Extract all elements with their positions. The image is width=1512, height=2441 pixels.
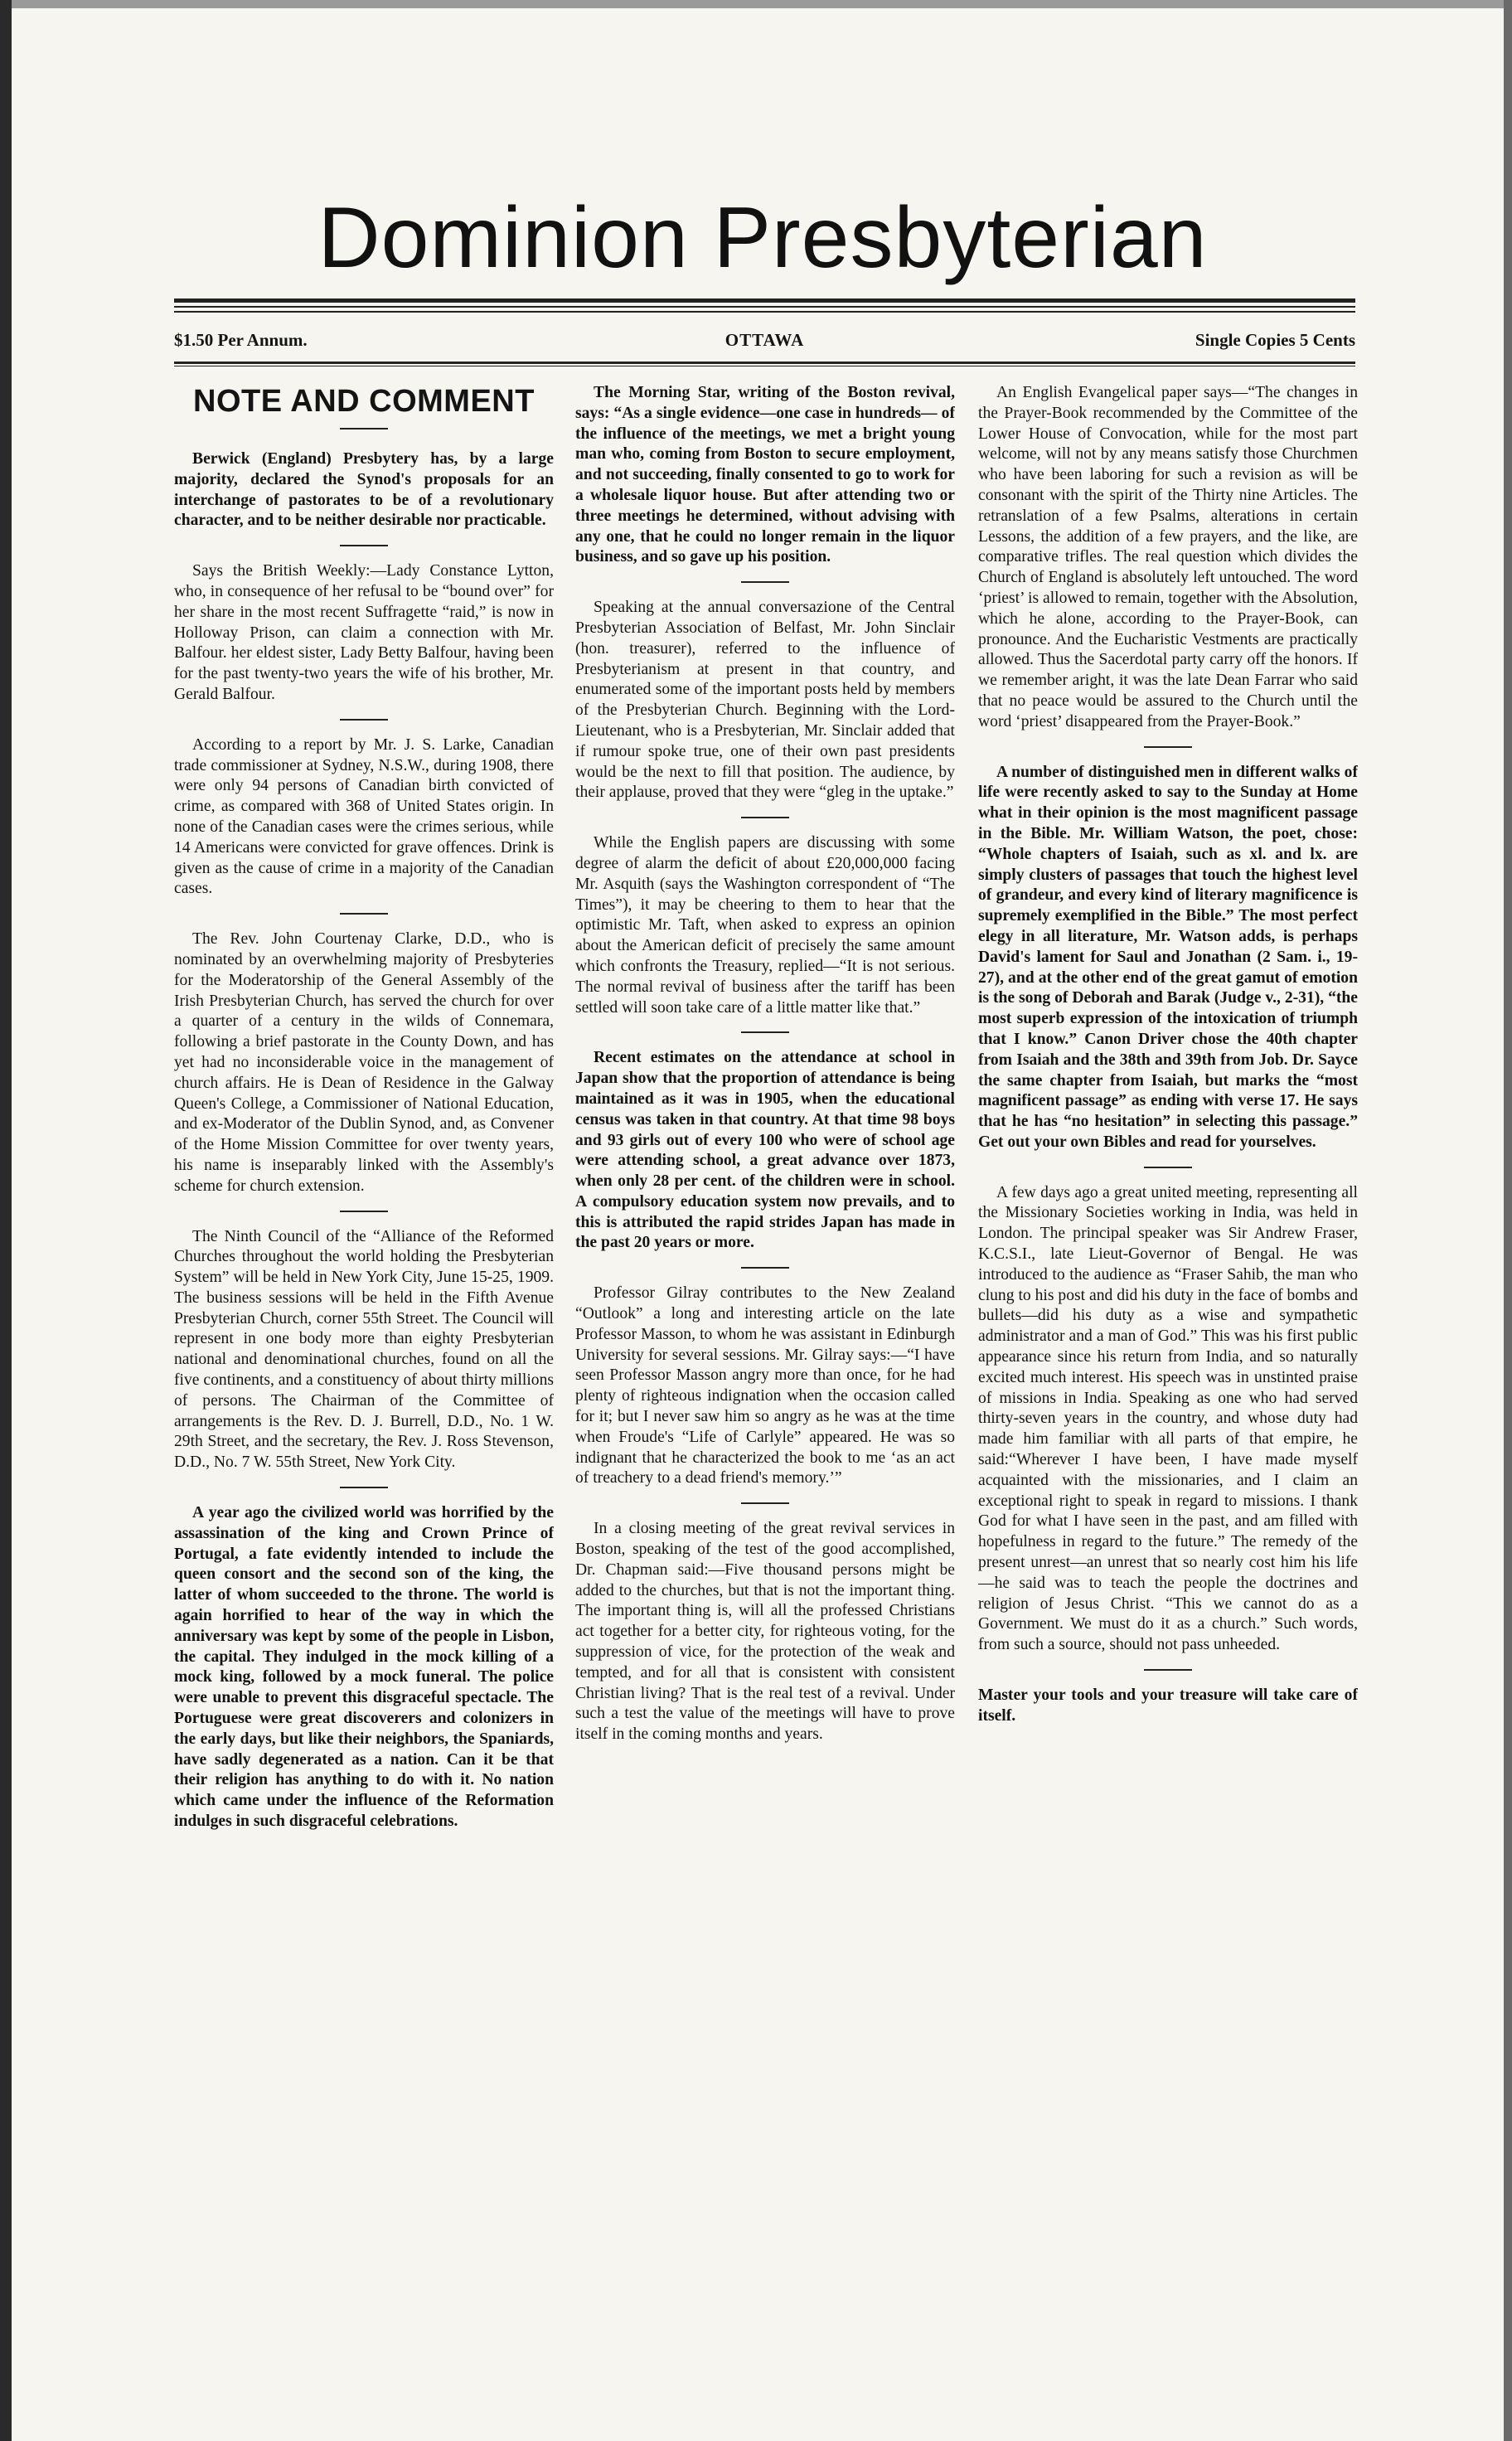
- subscription-price: $1.50 Per Annum.: [174, 330, 308, 350]
- scan-edge-left: [0, 0, 12, 2441]
- masthead-info-line: [174, 330, 1355, 355]
- masthead-title: Dominion Presbyterian: [317, 190, 1208, 286]
- column-separator: [741, 817, 789, 818]
- masthead-rule: [174, 311, 1355, 313]
- article-paragraph: Professor Gilray contributes to the New Zealand “Outlook” a long and interesting article on the late Professor Masson, to whom he was assistant in Edinburgh University for several sessions. Mr. Gilray says:—“I have seen Professor Masson angry more than once, for he had plenty of righteous indignation when the occasion called for it; but I never saw him so angry as he was at the time when Froude's “Life of Carlyle” appeared. He was so indignant that he characterized the book to me ‘as an act of treachery to a dead friend's memory.’”: [575, 1284, 955, 1487]
- article-paragraph: The Rev. John Courtenay Clarke, D.D., who is nominated by an overwhelming majority of Presbyteries for the Moderatorship of the General Assembly of the Irish Presbyterian Church, has served the church for over a quarter of a century in the wilds of Connemara, following a brief pastorate in the County Down, and has yet had no inconsiderable voice in the management of church affairs. He is Dean of Residence in the Galway Queen's College, a Commissioner of National Education, and ex-Moderator of the Dublin Synod, and, as Convener of the Home Mission Committee for over twenty years, his name is inseparably linked with the Assembly's scheme for church extension.: [174, 930, 554, 1195]
- column-separator: [741, 1502, 789, 1504]
- article-paragraph: While the English papers are discussing with some degree of alarm the deficit of about £20,000,000 facing Mr. Asquith (says the Washington correspondent of “The Times”), it may be cheering to them to hear that the optimistic Mr. Taft, when asked to express an opinion about the American deficit of precisely the same amount which confronts the Treasury, replied—“It is not serious. The normal revival of business after the tariff has been settled will soon take care of a little matter like that.”: [575, 834, 955, 1017]
- article-paragraph: Berwick (England) Presbytery has, by a large majority, declared the Synod's proposals for an interchange of pastorates to be of a revolutionary character, and to be neither desirable nor practicable.: [174, 450, 554, 530]
- column-separator: [1144, 1669, 1192, 1671]
- closing-motto: Master your tools and your treasure will take care of itself.: [978, 1686, 1358, 1725]
- column-separator: [340, 719, 388, 721]
- article-paragraph: An English Evangelical paper says—“The changes in the Prayer-Book recommended by the Committee of the Lower House of Convocation, while for the most part welcome, will not by any means satisfy those Churchmen who have been laboring for such a revision as will be consonant with the spirit of the Thirty nine Articles. The retranslation of a few Psalms, alterations in certain Lessons, the addition of a few prayers, and the like, are comparative trifles. The real question which divides the Church of England is absolutely left untouched. The word ‘priest’ is allowed to remain, together with the Absolution, which he alone, according to the Prayer-Book, can pronounce. And the Eucharistic Vestments are practically allowed. Thus the Sacerdotal party carry off the honors. If we remember aright, it was the late Dean Farrar who said that no peace would be assured to the Church until the word ‘priest’ disappeared from the Prayer-Book.”: [978, 384, 1358, 730]
- text-column-1: [174, 383, 554, 2406]
- column-separator: [741, 1267, 789, 1269]
- article-paragraph: In a closing meeting of the great revival services in Boston, speaking of the test of the good accomplished, Dr. Chapman said:—Five thousand persons might be added to the churches, but that is not the important thing. The important thing is, will all the professed Christians act together for a better city, for righteous voting, for the suppression of vice, for the protection of the weak and tempted, and for all that is consistent with consistent Christian living? That is the real test of a revival. Under such a test the value of the meetings will have to prove itself in the coming months and years.: [575, 1520, 955, 1744]
- column-separator: [340, 1211, 388, 1212]
- column-separator: [340, 428, 388, 429]
- single-copy-price: Single Copies 5 Cents: [1195, 330, 1355, 350]
- column-separator: [741, 1031, 789, 1033]
- column-separator: [741, 581, 789, 583]
- column-separator: [340, 1487, 388, 1488]
- text-column-2: [575, 383, 955, 2406]
- article-paragraph: A year ago the civilized world was horrified by the assassination of the king and Crown Prince of Portugal, a fate evidently intended to include the queen consort and the second son of the king, the latter of whom succeeded to the throne. The world is again horrified to hear of the way in which the anniversary was kept by some of the people in Lisbon, the capital. They indulged in the mock killing of a mock king, followed by a mock funeral. The police were unable to prevent this disgraceful spectacle. The Portuguese were great discoverers and colonizers in the early days, but like their neighbors, the Spaniards, have sadly degenerated as a nation. Can it be that their religion has anything to do with it. No nation which came under the influence of the Reformation indulges in such disgraceful celebrations.: [174, 1504, 554, 1831]
- column-separator: [340, 545, 388, 546]
- article-paragraph: A number of distinguished men in different walks of life were recently asked to say to the Sunday at Home what in their opinion is the most magnificent passage in the Bible. Mr. William Watson, the poet, chose: “Whole chapters of Isaiah, such as xl. and lx. are simply clusters of passages that touch the highest level of grandeur, and every kind of literary magnificence is supremely exemplified in the Bible.” The most perfect elegy in all literature, Mr. Watson adds, is perhaps David's lament for Saul and Jonathan (2 Sam. i., 19-27), and at the other end of the great gamut of emotion is the song of Deborah and Barak (Judge v., 2-31), “the most superb expression of the intoxication of triumph that I know.” Canon Driver chose the 40th chapter from Isaiah and the 38th and 39th from Job. Dr. Sayce the same chapter from Isaiah, but marks the “most magnificent passage” as ending with verse 17. He says that he has “no hesitation” in selecting this passage.” Get out your own Bibles and read for yourselves.: [978, 763, 1358, 1151]
- article-paragraph: Speaking at the annual conversazione of the Central Presbyterian Association of Belfast, Mr. John Sinclair (hon. treasurer), referred to the influence of Presbyterianism at present in that country, and enumerated some of the important posts held by members of the Presbyterian Church. Beginning with the Lord-Lieutenant, who is a Presbyterian, Mr. Sinclair added that if rumour spoke true, one of their own past presidents would be the next to fill that position. The audience, by their applause, proved that they were “gleg in the uptake.”: [575, 599, 955, 802]
- article-paragraph: Recent estimates on the attendance at school in Japan show that the proportion of attendance is being maintained as it was in 1905, when the educational census was taken in that country. At that time 98 boys and 93 girls out of every 100 who were of school age were attending school, a great advance over 1873, when only 28 per cent. of the children were in school. A compulsory education system now prevails, and to this is attributed the rapid strides Japan has made in the past 20 years or more.: [575, 1049, 955, 1252]
- scan-edge-right: [1504, 0, 1512, 2441]
- column-separator: [1144, 746, 1192, 748]
- masthead-rule: [174, 298, 1355, 303]
- column-separator: [1144, 1167, 1192, 1168]
- text-column-3: [978, 383, 1358, 2406]
- section-title: NOTE AND COMMENT: [193, 384, 535, 419]
- article-paragraph: According to a report by Mr. J. S. Larke, Canadian trade commissioner at Sydney, N.S.W., during 1908, there were only 94 persons of Canadian birth convicted of crime, as compared with 368 of United States origin. In none of the Canadian cases were the crimes serious, while 14 Americans were convicted for grave offences. Drink is given as the cause of crime in a majority of the Canadian cases.: [174, 735, 554, 898]
- scan-edge-top: [0, 0, 1512, 8]
- info-line-rule: [174, 362, 1355, 364]
- article-paragraph: A few days ago a great united meeting, representing all the Missionary Societies working in India, was held in London. The principal speaker was Sir Andrew Fraser, K.C.S.I., late Lieut-Governor of Bengal. He was introduced to the audience as “Fraser Sahib, the man who clung to his post and did his duty in the face of bombs and bullets—did his duty as a wise and sympathetic administrator and a man of God.” This was his first public appearance since his return from India, and so naturally excited much interest. His speech was in unstinted praise of missions in India. Speaking as one who had served thirty-seven years in the country, and whose duty had made him familiar with all parts of that empire, he said:“Wherever I have been, I have made myself acquainted with the missionaries, and I claim an exceptional right to speak in regard to missions. I thank God for what I have seen in the past, and am filled with hopefulness in regard to the future.” The remedy of the present unrest—an unrest that so nearly cost him his life—he said was to teach the people the doctrines and religion of Jesus Christ. “This we cannot do as a Government. We must do it as a church.” Such words, from such a source, should not pass unheeded.: [978, 1183, 1358, 1654]
- article-paragraph: The Morning Star, writing of the Boston revival, says: “As a single evidence—one case in hundreds— of the influence of the meetings, we met a bright young man who, coming from Boston to secure employment, and not succeeding, finally consented to go to work for a wholesale liquor house. But after attending two or three meetings he determined, without advising with any one, that he could no longer remain in the liquor business, and so gave up his position.: [575, 384, 955, 566]
- publication-city: OTTAWA: [724, 330, 805, 350]
- article-paragraph: Says the British Weekly:—Lady Constance Lytton, who, in consequence of her refusal to be “bound over” for her share in the most recent Suffragette “raid,” is now in Holloway Prison, can claim a connection with Mr. Balfour. her eldest sister, Lady Betty Balfour, having been for the past twenty-two years the wife of his brother, Mr. Gerald Balfour.: [174, 562, 554, 703]
- article-paragraph: The Ninth Council of the “Alliance of the Reformed Churches throughout the world holding the Presbyterian System” will be held in New York City, June 15-25, 1909. The business sessions will be held in the Fifth Avenue Presbyterian Church, corner 55th Street. The Council will represent in one body more than eighty Presbyterian national and denominational churches, found on all the five continents, and a constituency of about thirty millions of persons. The Chairman of the Committee of arrangements is the Rev. D. J. Burrell, D.D., No. 1 W. 29th Street, and the secretary, the Rev. J. Ross Stevenson, D.D., No. 7 W. 55th Street, New York City.: [174, 1227, 554, 1472]
- masthead-rule: [174, 306, 1355, 308]
- column-separator: [340, 913, 388, 915]
